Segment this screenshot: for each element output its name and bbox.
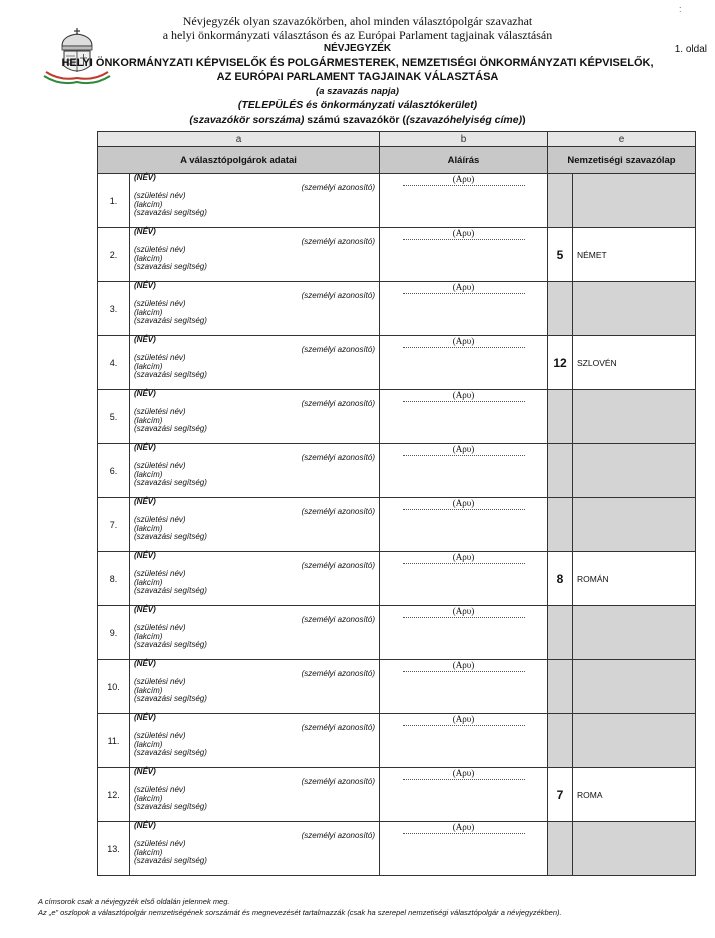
signature-line xyxy=(403,617,525,618)
birth-name-label: (születési név) xyxy=(134,244,186,254)
voter-rows xyxy=(98,174,696,876)
signature-placeholder: (Aρυ) xyxy=(452,174,475,184)
assistance-label: (szavazási segítség) xyxy=(134,424,207,434)
district-mid-text: számú szavazókör ( xyxy=(304,114,406,126)
signature-placeholder: (Aρυ) xyxy=(452,228,475,238)
signature-cell[interactable] xyxy=(380,228,548,282)
address-label: (lakcím) xyxy=(134,685,163,695)
signature-cell[interactable] xyxy=(380,660,548,714)
voter-data-cell xyxy=(130,552,380,606)
nationality-name xyxy=(573,498,696,552)
row-number: 10. xyxy=(98,660,130,714)
birth-name-label: (születési név) xyxy=(134,190,186,200)
name-label: (NÉV) xyxy=(134,497,156,506)
nationality-code xyxy=(548,390,573,444)
election-day-placeholder: (a szavazás napja) xyxy=(316,86,399,97)
column-letter-row xyxy=(98,132,696,147)
district-number-placeholder: (szavazókör sorszáma) xyxy=(189,114,305,126)
row-number: 12. xyxy=(98,768,130,822)
nationality-name xyxy=(573,606,696,660)
voter-data-cell xyxy=(130,714,380,768)
address-label: (lakcím) xyxy=(134,577,163,587)
signature-placeholder: (Aρυ) xyxy=(452,660,475,670)
name-label: (NÉV) xyxy=(134,281,156,290)
voter-data-cell xyxy=(130,228,380,282)
row-number: 3. xyxy=(98,282,130,336)
signature-placeholder: (Aρυ) xyxy=(452,714,475,724)
signature-cell[interactable] xyxy=(380,498,548,552)
table-row xyxy=(98,552,696,606)
table-row xyxy=(98,174,696,228)
signature-line xyxy=(403,347,525,348)
birth-name-label: (születési név) xyxy=(134,784,186,794)
name-label: (NÉV) xyxy=(134,605,156,614)
nationality-name: ROMÁN xyxy=(573,552,696,606)
address-label: (lakcím) xyxy=(134,253,163,263)
signature-line xyxy=(403,725,525,726)
birth-name-label: (születési név) xyxy=(134,730,186,740)
row-number: 4. xyxy=(98,336,130,390)
row-number: 2. xyxy=(98,228,130,282)
signature-header: Aláírás xyxy=(380,147,548,174)
table-row xyxy=(98,282,696,336)
table-row xyxy=(98,444,696,498)
nationality-code: 7 xyxy=(548,768,573,822)
signature-placeholder: (Aρυ) xyxy=(452,498,475,508)
polling-district-line xyxy=(0,114,715,126)
voter-data-cell xyxy=(130,444,380,498)
birth-name-label: (születési név) xyxy=(134,676,186,686)
signature-placeholder: (Aρυ) xyxy=(452,444,475,454)
signature-line xyxy=(403,401,525,402)
nationality-code xyxy=(548,444,573,498)
voter-data-cell xyxy=(130,606,380,660)
name-label: (NÉV) xyxy=(134,443,156,452)
address-label: (lakcím) xyxy=(134,307,163,317)
row-number: 1. xyxy=(98,174,130,228)
personal-id-label: (személyi azonosító) xyxy=(301,507,375,516)
address-label: (lakcím) xyxy=(134,415,163,425)
birth-name-label: (születési név) xyxy=(134,622,186,632)
signature-line xyxy=(403,455,525,456)
nationality-name xyxy=(573,714,696,768)
nationality-code: 12 xyxy=(548,336,573,390)
row-number: 11. xyxy=(98,714,130,768)
name-label: (NÉV) xyxy=(134,173,156,182)
nationality-name xyxy=(573,660,696,714)
nationality-code: 5 xyxy=(548,228,573,282)
assistance-label: (szavazási segítség) xyxy=(134,748,207,758)
signature-line xyxy=(403,293,525,294)
name-label: (NÉV) xyxy=(134,767,156,776)
district-address-placeholder: (szavazóhelyiség címe) xyxy=(405,114,523,126)
personal-id-label: (személyi azonosító) xyxy=(301,669,375,678)
signature-line xyxy=(403,509,525,510)
assistance-label: (szavazási segítség) xyxy=(134,262,207,272)
nationality-name xyxy=(573,282,696,336)
top-note-line2: a helyi önkormányzati választáson és az Európai Parlament tagjainak választásán xyxy=(162,28,553,42)
birth-name-label: (születési név) xyxy=(134,514,186,524)
nationality-code xyxy=(548,498,573,552)
signature-cell[interactable] xyxy=(380,552,548,606)
personal-id-label: (személyi azonosító) xyxy=(301,831,375,840)
signature-cell[interactable] xyxy=(380,768,548,822)
voter-data-cell xyxy=(130,282,380,336)
name-label: (NÉV) xyxy=(134,335,156,344)
election-title-line1: HELYI ÖNKORMÁNYZATI KÉPVISELŐK ÉS POLGÁRMESTEREK, NEMZETISÉGI ÖNKORMÁNYZATI KÉPVISELŐK, xyxy=(61,57,654,69)
signature-cell[interactable] xyxy=(380,822,548,876)
row-number: 9. xyxy=(98,606,130,660)
column-letter-e: e xyxy=(548,132,696,147)
column-header-row xyxy=(98,147,696,174)
signature-cell[interactable] xyxy=(380,444,548,498)
personal-id-label: (személyi azonosító) xyxy=(301,561,375,570)
nationality-code xyxy=(548,660,573,714)
signature-placeholder: (Aρυ) xyxy=(452,552,475,562)
personal-id-label: (személyi azonosító) xyxy=(301,777,375,786)
row-number: 7. xyxy=(98,498,130,552)
signature-placeholder: (Aρυ) xyxy=(452,822,475,832)
assistance-label: (szavazási segítség) xyxy=(134,370,207,380)
personal-id-label: (személyi azonosító) xyxy=(301,237,375,246)
nationality-ballot-header: Nemzetiségi szavazólap xyxy=(548,147,696,174)
signature-cell[interactable] xyxy=(380,714,548,768)
address-label: (lakcím) xyxy=(134,469,163,479)
assistance-label: (szavazási segítség) xyxy=(134,316,207,326)
personal-id-label: (személyi azonosító) xyxy=(301,399,375,408)
table-row xyxy=(98,228,696,282)
nationality-name xyxy=(573,444,696,498)
assistance-label: (szavazási segítség) xyxy=(134,856,207,866)
district-end-text: ) xyxy=(522,114,526,126)
assistance-label: (szavazási segítség) xyxy=(134,208,207,218)
name-label: (NÉV) xyxy=(134,821,156,830)
address-label: (lakcím) xyxy=(134,199,163,209)
table-row xyxy=(98,822,696,876)
personal-id-label: (személyi azonosító) xyxy=(301,183,375,192)
signature-line xyxy=(403,563,525,564)
settlement-placeholder: (TELEPÜLÉS és önkormányzati választókerület) xyxy=(237,99,478,111)
voter-data-cell xyxy=(130,336,380,390)
signature-placeholder: (Aρυ) xyxy=(452,282,475,292)
top-note-line1: Névjegyzék olyan szavazókörben, ahol minden választópolgár szavazhat xyxy=(182,14,533,28)
name-label: (NÉV) xyxy=(134,227,156,236)
assistance-label: (szavazási segítség) xyxy=(134,586,207,596)
nationality-code xyxy=(548,174,573,228)
table-row xyxy=(98,498,696,552)
signature-cell[interactable] xyxy=(380,336,548,390)
personal-id-label: (személyi azonosító) xyxy=(301,615,375,624)
signature-placeholder: (Aρυ) xyxy=(452,390,475,400)
voter-data-cell xyxy=(130,174,380,228)
nationality-name xyxy=(573,822,696,876)
nationality-name: SZLOVÉN xyxy=(573,336,696,390)
birth-name-label: (születési név) xyxy=(134,352,186,362)
address-label: (lakcím) xyxy=(134,631,163,641)
name-label: (NÉV) xyxy=(134,389,156,398)
nationality-name: ROMA xyxy=(573,768,696,822)
assistance-label: (szavazási segítség) xyxy=(134,802,207,812)
assistance-label: (szavazási segítség) xyxy=(134,640,207,650)
personal-id-label: (személyi azonosító) xyxy=(301,723,375,732)
assistance-label: (szavazási segítség) xyxy=(134,478,207,488)
document-title: NÉVJEGYZÉK xyxy=(323,43,392,54)
nationality-name xyxy=(573,174,696,228)
address-label: (lakcím) xyxy=(134,739,163,749)
signature-cell[interactable] xyxy=(380,174,548,228)
corner-mark: : xyxy=(679,4,682,14)
assistance-label: (szavazási segítség) xyxy=(134,532,207,542)
assistance-label: (szavazási segítség) xyxy=(134,694,207,704)
nationality-code xyxy=(548,282,573,336)
voter-data-header: A választópolgárok adatai xyxy=(98,147,380,174)
row-number: 8. xyxy=(98,552,130,606)
birth-name-label: (születési név) xyxy=(134,298,186,308)
table-row xyxy=(98,606,696,660)
personal-id-label: (személyi azonosító) xyxy=(301,453,375,462)
signature-placeholder: (Aρυ) xyxy=(452,336,475,346)
voter-data-cell xyxy=(130,822,380,876)
signature-line xyxy=(403,833,525,834)
name-label: (NÉV) xyxy=(134,551,156,560)
signature-cell[interactable] xyxy=(380,282,548,336)
page-number: 1. oldal xyxy=(674,44,707,55)
nationality-code xyxy=(548,822,573,876)
signature-cell[interactable] xyxy=(380,606,548,660)
birth-name-label: (születési név) xyxy=(134,406,186,416)
signature-placeholder: (Aρυ) xyxy=(452,606,475,616)
column-letter-a: a xyxy=(98,132,380,147)
row-number: 13. xyxy=(98,822,130,876)
table-row xyxy=(98,768,696,822)
footnote-2: Az „e” oszlopok a választópolgár nemzetiségének sorszámát és megnevezését tartalmazzák (csak ha szerepel nemzetiségi választópolgár a névjegyzékben). xyxy=(38,908,562,917)
signature-line xyxy=(403,671,525,672)
row-number: 5. xyxy=(98,390,130,444)
voter-data-cell xyxy=(130,768,380,822)
signature-line xyxy=(403,185,525,186)
column-letter-b: b xyxy=(380,132,548,147)
nationality-code xyxy=(548,714,573,768)
table-row xyxy=(98,336,696,390)
personal-id-label: (személyi azonosító) xyxy=(301,291,375,300)
signature-placeholder: (Aρυ) xyxy=(452,768,475,778)
table-row xyxy=(98,390,696,444)
signature-cell[interactable] xyxy=(380,390,548,444)
birth-name-label: (születési név) xyxy=(134,838,186,848)
voter-data-cell xyxy=(130,390,380,444)
row-number: 6. xyxy=(98,444,130,498)
voter-register-table xyxy=(97,131,696,876)
nationality-code xyxy=(548,606,573,660)
nationality-name xyxy=(573,390,696,444)
table-row xyxy=(98,660,696,714)
name-label: (NÉV) xyxy=(134,713,156,722)
address-label: (lakcím) xyxy=(134,361,163,371)
footnote-1: A címsorok csak a névjegyzék első oldalán jelennek meg. xyxy=(38,897,230,906)
personal-id-label: (személyi azonosító) xyxy=(301,345,375,354)
voter-data-cell xyxy=(130,660,380,714)
address-label: (lakcím) xyxy=(134,793,163,803)
name-label: (NÉV) xyxy=(134,659,156,668)
election-title-line2: AZ EURÓPAI PARLAMENT TAGJAINAK VÁLASZTÁSA xyxy=(216,71,499,83)
address-label: (lakcím) xyxy=(134,847,163,857)
birth-name-label: (születési név) xyxy=(134,568,186,578)
nationality-code: 8 xyxy=(548,552,573,606)
address-label: (lakcím) xyxy=(134,523,163,533)
table-row xyxy=(98,714,696,768)
voter-data-cell xyxy=(130,498,380,552)
nationality-name: NÉMET xyxy=(573,228,696,282)
signature-line xyxy=(403,779,525,780)
signature-line xyxy=(403,239,525,240)
birth-name-label: (születési név) xyxy=(134,460,186,470)
